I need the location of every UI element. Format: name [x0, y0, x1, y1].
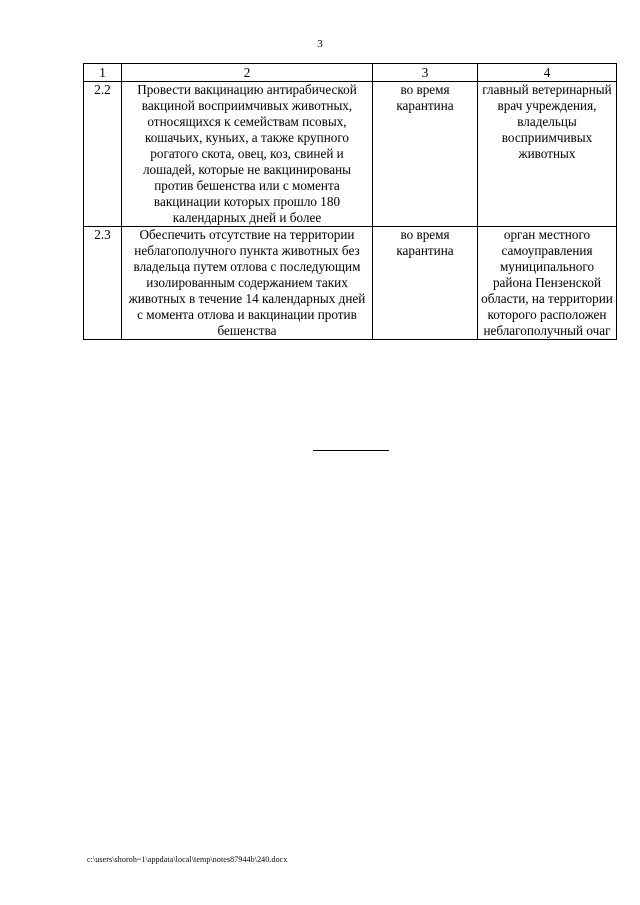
- page-number: 3: [317, 38, 323, 50]
- header-col-1: 1: [84, 64, 122, 82]
- table-row: [84, 227, 617, 340]
- table-row: [84, 82, 617, 227]
- measures-table: [83, 63, 617, 340]
- header-col-3: 3: [373, 64, 478, 82]
- row-responsible: главный ветеринарный врач учреждения, владельцы восприимчивых животных: [478, 82, 617, 227]
- row-number: 2.2: [84, 82, 122, 227]
- closing-rule: [313, 450, 389, 451]
- row-action: Провести вакцинацию антирабической вакциной восприимчивых животных, относящихся к семействам псовых, кошачьих, куньих, а также крупного рогатого скота, овец, коз, свиней и лошадей, которые не вакцинированы против бешенства или с момента вакцинации которых прошло 180 календарных дней и более: [122, 82, 373, 227]
- row-period: во время карантина: [373, 227, 478, 340]
- row-number: 2.3: [84, 227, 122, 340]
- row-period: во время карантина: [373, 82, 478, 227]
- header-col-2: 2: [122, 64, 373, 82]
- table-header-row: [84, 64, 617, 82]
- header-col-4: 4: [478, 64, 617, 82]
- footer-file-path: c:\users\shoroh~1\appdata\local\temp\notes87944b\240.docx: [87, 855, 288, 864]
- row-responsible: орган местного самоуправления муниципального района Пензенской области, на территории которого расположен неблагополучный очаг: [478, 227, 617, 340]
- row-action: Обеспечить отсутствие на территории неблагополучного пункта животных без владельца путем отлова с последующим изолированным содержанием таких животных в течение 14 календарных дней с момента отлова и вакцинации против бешенства: [122, 227, 373, 340]
